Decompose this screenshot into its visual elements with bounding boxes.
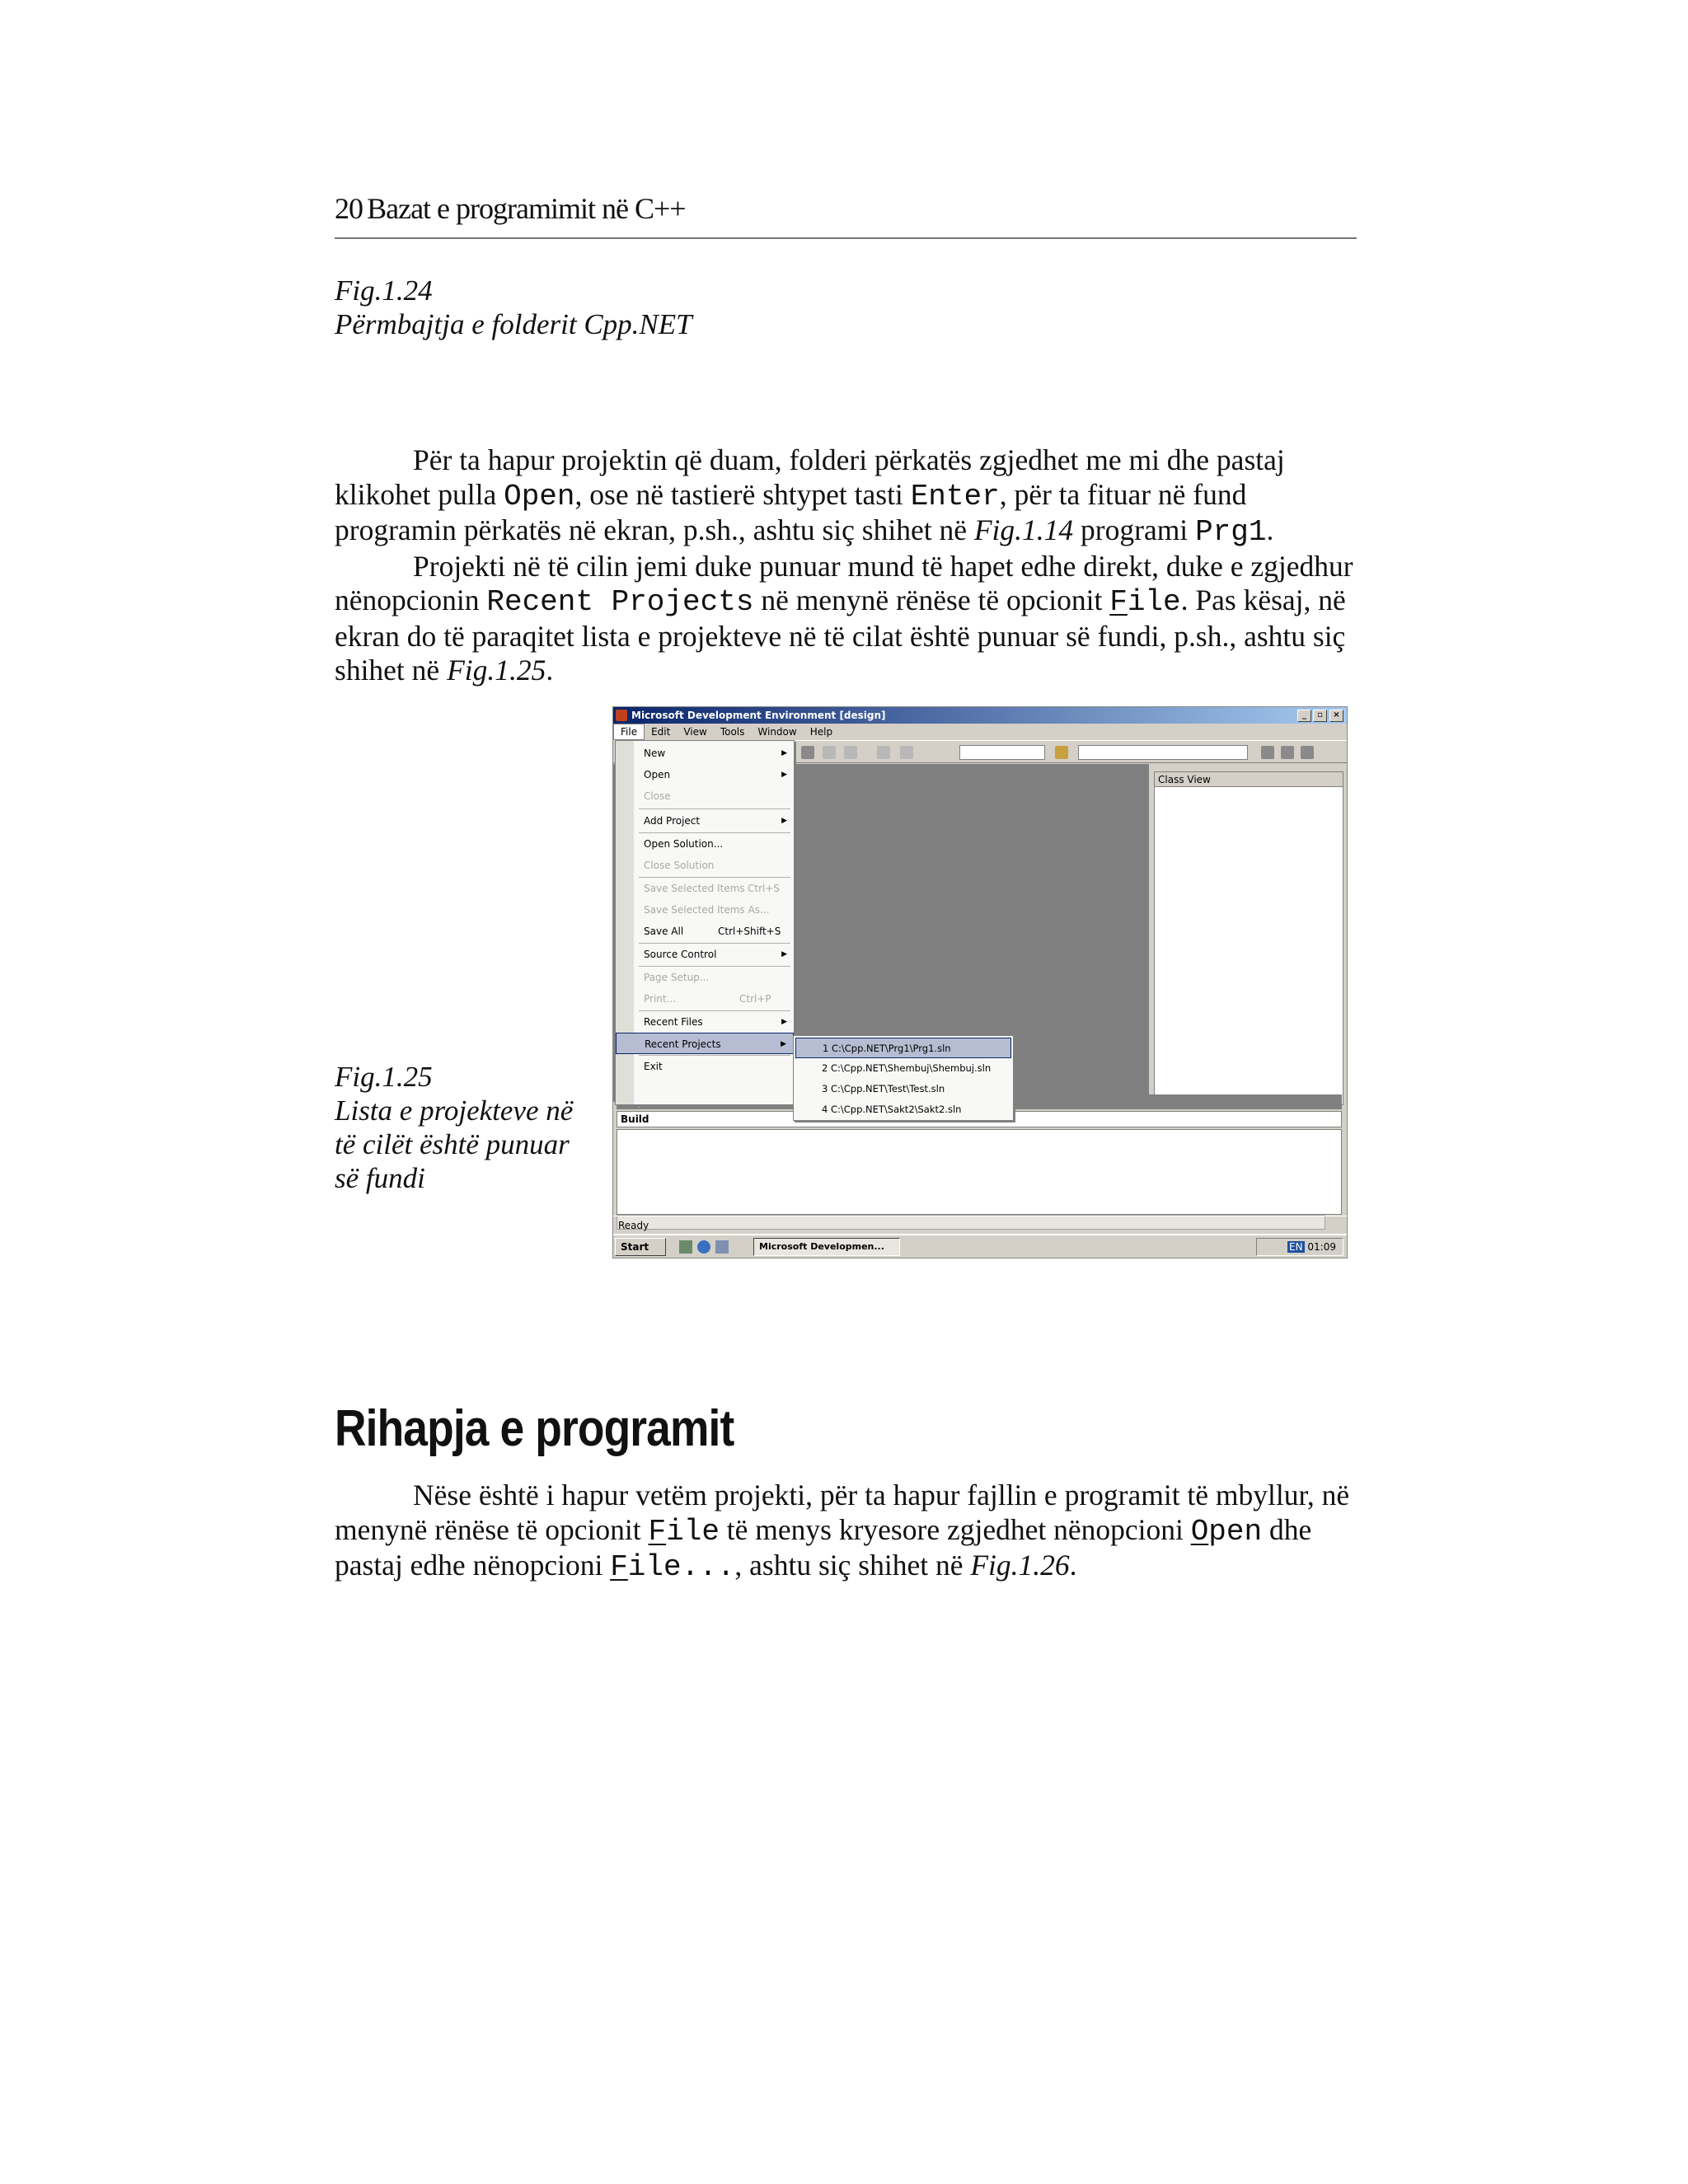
section-heading: Rihapja e programit: [335, 1400, 734, 1457]
submenu-arrow-icon: ▶: [781, 1018, 787, 1026]
status-text: Ready: [618, 1220, 649, 1231]
text: Nëse është i hapur vetëm projekti, për ta hapur fajllin e programit të mbyllur, në menynë rënëse të opcionit: [335, 1479, 1350, 1546]
window-title-bar: [613, 707, 1347, 724]
menu-item-close-solution: [616, 855, 794, 876]
code-file-accel: F: [610, 1550, 628, 1584]
solution-explorer-icon[interactable]: [1261, 746, 1274, 759]
figure-1-24-caption-block: [335, 274, 692, 341]
submenu-arrow-icon: ▶: [781, 1040, 786, 1048]
navigate-icon[interactable]: [900, 746, 913, 759]
figure-reference: Fig.1.14: [973, 513, 1074, 546]
submenu-arrow-icon: ▶: [781, 771, 787, 779]
menu-help[interactable]: Help: [809, 726, 833, 738]
submenu-arrow-icon: ▶: [781, 950, 787, 958]
class-view-title: Class View: [1155, 772, 1343, 787]
recent-project-item[interactable]: 4 C:\Cpp.NET\Sakt2\Sakt2.sln: [822, 1104, 962, 1115]
menu-item-save-selected: [616, 878, 794, 899]
menu-item-close: [616, 785, 794, 807]
menu-item-new[interactable]: [616, 743, 794, 764]
submenu-arrow-icon: ▶: [781, 749, 787, 757]
recent-projects-submenu: [793, 1035, 1014, 1121]
find-icon[interactable]: [1055, 746, 1068, 759]
file-dropdown-menu: [615, 740, 795, 1105]
menu-bar: [613, 724, 1347, 740]
status-bar: [613, 1216, 1347, 1234]
menu-item-label: Print...: [644, 993, 677, 1005]
menu-file[interactable]: File: [613, 724, 645, 740]
text: . Pas kësaj, në ekran do të paraqitet lista e projekteve në të cilat është punuar së fundi, p.sh., ashtu siç shihet në: [335, 583, 1346, 687]
menu-shortcut: Ctrl+S: [748, 883, 781, 894]
menu-item-label: Page Setup...: [644, 972, 710, 983]
menu-item-label: Close Solution: [644, 860, 715, 871]
book-title: Bazat e programimit në C++: [367, 192, 686, 225]
text: , ashtu siç shihet në: [734, 1549, 971, 1582]
menu-item-print: [616, 988, 794, 1010]
language-indicator[interactable]: EN: [1289, 1241, 1303, 1253]
text: dhe pastaj edhe nënopcioni: [335, 1512, 1312, 1582]
mail-icon[interactable]: [715, 1240, 729, 1254]
taskbar: [613, 1234, 1347, 1258]
menu-item-label: Save Selected Items: [644, 883, 745, 894]
tools-icon[interactable]: [1301, 746, 1314, 759]
config-dropdown[interactable]: [959, 745, 1045, 760]
window-title: Microsoft Development Environment [design]: [631, 710, 886, 721]
menu-item-label: Save All: [644, 926, 684, 937]
code-file: ile: [1127, 585, 1181, 619]
menu-separator: [639, 808, 790, 809]
figure-1-25-caption-block: [335, 1060, 598, 1195]
menu-item-exit[interactable]: [616, 1056, 794, 1077]
menu-item-label: Open Solution...: [644, 838, 724, 850]
running-header: [335, 191, 1357, 239]
class-view-panel: [1154, 771, 1343, 1105]
menu-tools[interactable]: Tools: [720, 726, 745, 738]
text: Projekti në të cilin jemi duke punuar mund të hapet edhe direkt, duke e zgjedhur nënopcionin: [335, 549, 1353, 616]
output-text-area[interactable]: [617, 1129, 1342, 1215]
menu-item-source-control[interactable]: [616, 944, 794, 965]
start-button[interactable]: [615, 1238, 666, 1256]
maximize-button[interactable]: ▫: [1313, 710, 1327, 722]
system-tray: [1256, 1238, 1343, 1256]
code-file-accel: F: [1109, 585, 1128, 619]
code-prg1: Prg1: [1195, 515, 1267, 549]
text: programi: [1073, 513, 1196, 546]
menu-item-label: New: [644, 748, 666, 759]
menu-item-label: Exit: [644, 1061, 663, 1072]
menu-item-label: Recent Files: [644, 1016, 703, 1028]
text: .: [546, 654, 554, 687]
find-combo[interactable]: [1078, 745, 1248, 760]
text: në menynë rënëse të opcionit: [753, 583, 1110, 616]
text: , për ta fituar në fund programin përkatës në ekran, p.sh., ashtu siç shihet në: [335, 477, 1247, 546]
submenu-arrow-icon: ▶: [781, 817, 787, 825]
minimize-button[interactable]: _: [1297, 710, 1311, 722]
clock: 01:09: [1307, 1241, 1336, 1253]
menu-edit[interactable]: Edit: [651, 726, 671, 738]
menu-item-label: Recent Projects: [645, 1038, 721, 1050]
figure-reference: Fig.1.25: [447, 654, 546, 687]
menu-item-page-setup: [616, 967, 794, 988]
figure-caption: Lista e projekteve në të cilët është punuar së fundi: [335, 1094, 574, 1194]
close-button[interactable]: ×: [1329, 710, 1343, 722]
menu-item-label: Open: [644, 769, 671, 780]
taskbar-item-label: Microsoft Developmen...: [759, 1241, 884, 1252]
recent-project-item[interactable]: 1 C:\Cpp.NET\Prg1\Prg1.sln: [795, 1038, 1011, 1058]
start-label: Start: [621, 1241, 649, 1253]
menu-shortcut: Ctrl+Shift+S: [718, 926, 781, 937]
code-file: ile: [666, 1514, 720, 1549]
body-text-block-2: [335, 1479, 1361, 1585]
menu-item-open-solution[interactable]: [616, 833, 794, 855]
text: .: [1069, 1549, 1077, 1582]
body-text-block-1: [335, 443, 1361, 688]
desktop-icon[interactable]: [679, 1240, 692, 1254]
undo-icon[interactable]: [823, 746, 836, 759]
text: .: [1266, 513, 1274, 546]
code-enter: Enter: [910, 479, 1000, 513]
menu-item-recent-projects[interactable]: [616, 1033, 794, 1054]
recent-project-item[interactable]: 2 C:\Cpp.NET\Shembuj\Shembuj.sln: [822, 1062, 992, 1074]
menu-item-recent-files[interactable]: [616, 1011, 794, 1033]
browser-icon[interactable]: [697, 1240, 710, 1254]
figure-label: Fig.1.25: [335, 1061, 433, 1093]
menu-item-open[interactable]: [616, 764, 794, 785]
menu-shortcut: Ctrl+P: [739, 993, 771, 1005]
toolbar-icon[interactable]: [801, 746, 814, 759]
figure-reference: Fig.1.26: [970, 1549, 1070, 1582]
menu-item-label: Source Control: [644, 949, 717, 960]
output-source-dropdown[interactable]: Build: [617, 1111, 1342, 1127]
figure-label: Fig.1.24: [335, 274, 433, 307]
code-file-dots: ile...: [627, 1550, 735, 1584]
redo-icon[interactable]: [844, 746, 857, 759]
app-icon: [616, 710, 627, 721]
ide-screenshot: [613, 707, 1347, 1258]
page-number: 20: [335, 192, 363, 225]
menu-item-add-project[interactable]: [616, 810, 794, 832]
paragraph-2: [335, 550, 1361, 688]
code-open: Open: [504, 479, 575, 513]
menu-item-save-selected-as: [616, 899, 794, 921]
code-recent-projects: Recent Projects: [486, 585, 754, 619]
paragraph-3: [335, 1479, 1361, 1585]
text: , ose në tastierë shtypet tasti: [574, 477, 911, 511]
code-open-accel: O: [1190, 1514, 1209, 1549]
navigate-icon[interactable]: [877, 746, 890, 759]
text: të menys kryesore zgjedhet nënopcioni: [719, 1512, 1191, 1546]
taskbar-item-ide[interactable]: [753, 1238, 900, 1256]
menu-item-label: Save Selected Items As...: [644, 904, 770, 916]
recent-project-item[interactable]: 3 C:\Cpp.NET\Test\Test.sln: [822, 1083, 945, 1094]
menu-view[interactable]: View: [683, 726, 707, 738]
paragraph-1: [335, 443, 1361, 550]
menu-item-label: Close: [644, 790, 671, 802]
text: Për ta hapur projektin që duam, folderi përkatës zgjedhet me mi dhe pastaj klikohet pulla: [335, 443, 1285, 511]
menu-item-label: Add Project: [644, 815, 701, 827]
code-file-accel: F: [648, 1514, 667, 1549]
figure-caption: Përmbajtja e folderit Cpp.NET: [335, 308, 692, 340]
code-open: pen: [1208, 1514, 1263, 1549]
properties-icon[interactable]: [1281, 746, 1294, 759]
menu-item-save-all[interactable]: [616, 921, 794, 942]
menu-window[interactable]: Window: [757, 726, 797, 738]
